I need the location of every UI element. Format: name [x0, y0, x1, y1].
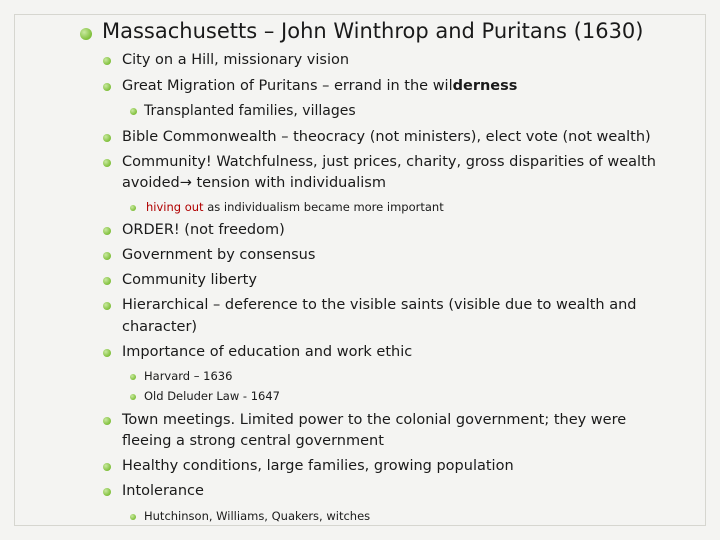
- bullet-city-on-a-hill: City on a Hill, missionary vision: [122, 52, 350, 68]
- sub-bullet-hutchinson: Hutchinson, Williams, Quakers, witches: [144, 509, 371, 523]
- slide-title: Massachusetts – John Winthrop and Puritans (1630): [102, 19, 644, 43]
- bullet-icon: [103, 159, 111, 167]
- community-avoided-text: avoided: [122, 175, 180, 191]
- hiving-out-rest: as individualism became more important: [203, 200, 444, 214]
- bullet-great-migration-text: Great Migration of Puritans – errand in the wil: [122, 78, 453, 94]
- hiving-out-highlight: hiving out: [146, 200, 204, 214]
- bullet-icon: [103, 463, 111, 471]
- bullet-icon: [103, 349, 111, 357]
- bullet-hierarchical-line1: Hierarchical – deference to the visible saints (visible due to wealth and: [122, 297, 637, 313]
- sub-bullet-icon: [130, 514, 136, 520]
- bullet-icon: [103, 134, 111, 142]
- bullet-icon: [103, 57, 111, 65]
- bullet-icon: [103, 252, 111, 260]
- bullet-bible-commonwealth: Bible Commonwealth – theocracy (not ministers), elect vote (not wealth): [122, 129, 651, 145]
- bullet-community-liberty: Community liberty: [122, 272, 257, 288]
- bullet-great-migration-bold: derness: [452, 78, 518, 94]
- bullet-icon: [103, 417, 111, 425]
- sub-bullet-old-deluder: Old Deluder Law - 1647: [144, 389, 280, 403]
- bullet-community-line2: [122, 175, 386, 191]
- sub-bullet-transplanted: Transplanted families, villages: [144, 103, 356, 119]
- bullet-town-meetings-line2: fleeing a strong central government: [122, 433, 384, 449]
- bullet-great-migration: [122, 78, 517, 94]
- bullet-education: Importance of education and work ethic: [122, 344, 413, 360]
- title-bullet-icon: [80, 28, 92, 40]
- bullet-community-line1: Community! Watchfulness, just prices, charity, gross disparities of wealth: [122, 154, 656, 170]
- bullet-government-consensus: Government by consensus: [122, 247, 316, 263]
- sub-bullet-icon: [130, 374, 136, 380]
- bullet-hierarchical-line2: character): [122, 319, 198, 335]
- bullet-icon: [103, 83, 111, 91]
- bullet-icon: [103, 227, 111, 235]
- sub-bullet-icon: [130, 205, 136, 211]
- sub-bullet-icon: [130, 394, 136, 400]
- bullet-healthy-conditions: Healthy conditions, large families, growing population: [122, 458, 514, 474]
- sub-bullet-icon: [130, 108, 137, 115]
- bullet-order: ORDER! (not freedom): [122, 222, 285, 238]
- bullet-icon: [103, 302, 111, 310]
- sub-bullet-hiving-out: [146, 200, 444, 214]
- bullet-town-meetings-line1: Town meetings. Limited power to the colonial government; they were: [122, 412, 627, 428]
- bullet-icon: [103, 277, 111, 285]
- sub-bullet-harvard: Harvard – 1636: [144, 369, 233, 383]
- community-tension-text: tension with individualism: [191, 175, 386, 191]
- bullet-intolerance: Intolerance: [122, 483, 204, 499]
- arrow-right-icon: →: [179, 175, 192, 191]
- bullet-icon: [103, 488, 111, 496]
